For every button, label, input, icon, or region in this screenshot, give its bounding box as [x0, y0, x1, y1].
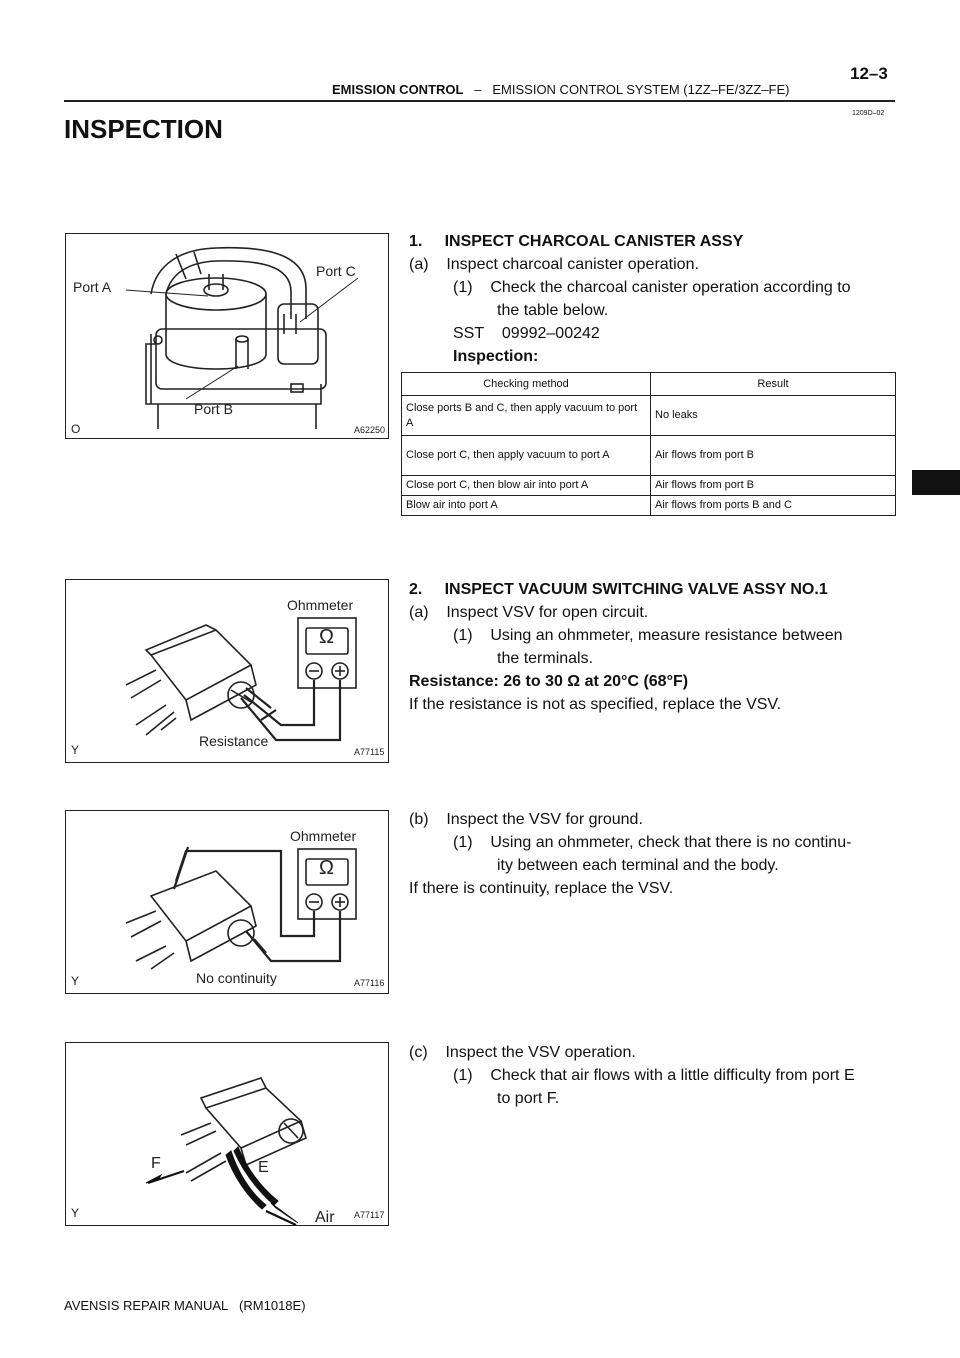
- step1-heading: 1. INSPECT CHARCOAL CANISTER ASSY: [409, 233, 744, 250]
- table-row: [402, 496, 896, 516]
- table-cell: Blow air into port A: [402, 496, 651, 516]
- step2-c: (c) Inspect the VSV operation.: [409, 1044, 636, 1061]
- step2-a1-line1: (1) Using an ohmmeter, measure resistance between: [453, 627, 843, 644]
- header-section: EMISSION CONTROL: [332, 82, 464, 97]
- figure-corner-mark: Y: [71, 743, 80, 757]
- ohm-symbol: Ω: [319, 857, 334, 879]
- figure-charcoal-canister: [65, 233, 389, 439]
- table-row: [402, 476, 896, 496]
- header-rule: [64, 100, 895, 102]
- step1-a1-line2: the table below.: [497, 302, 609, 319]
- footer-manual-name: AVENSIS REPAIR MANUAL (RM1018E): [64, 1298, 306, 1313]
- figure-id: A62250: [354, 425, 386, 435]
- figure-corner-mark: Y: [71, 974, 80, 988]
- table-cell: Close ports B and C, then apply vacuum to port A: [402, 396, 651, 436]
- header-separator: –: [474, 82, 482, 97]
- table-header-cell: Result: [651, 373, 896, 396]
- step2-b-note: If there is continuity, replace the VSV.: [409, 880, 674, 897]
- step2-heading: 2. INSPECT VACUUM SWITCHING VALVE ASSY NO.1: [409, 581, 828, 598]
- step2-resistance-spec: Resistance: 26 to 30 Ω at 20°C (68°F): [409, 673, 689, 690]
- figure-id: A77117: [354, 1210, 385, 1220]
- table-header-row: [402, 373, 896, 396]
- step2-c1-line1: (1) Check that air flows with a little difficulty from port E: [453, 1067, 855, 1084]
- header-subsection: EMISSION CONTROL SYSTEM (1ZZ–FE/3ZZ–FE): [492, 82, 790, 97]
- figure-id: A77116: [354, 978, 385, 988]
- table-row: [402, 396, 896, 436]
- figure-vsv-resistance: [65, 579, 389, 763]
- step1-a: (a) Inspect charcoal canister operation.: [409, 256, 699, 273]
- running-header: [332, 82, 789, 97]
- step1-a1-line1: (1) Check the charcoal canister operation according to: [453, 279, 851, 296]
- label-port-f: F: [151, 1155, 161, 1172]
- page-number: 12–3: [850, 64, 888, 83]
- table-cell: Close port C, then apply vacuum to port A: [402, 436, 651, 476]
- step2-a1-line2: the terminals.: [497, 650, 594, 667]
- label-ohmmeter: Ohmmeter: [290, 828, 357, 844]
- figure-corner-mark: O: [71, 422, 81, 436]
- label-port-a: Port A: [73, 279, 112, 295]
- step2-b: (b) Inspect the VSV for ground.: [409, 811, 643, 828]
- label-port-b: Port B: [194, 401, 233, 417]
- figure-vsv-ground: [65, 810, 389, 994]
- label-air: Air: [315, 1209, 335, 1226]
- section-thumb-tab: [912, 470, 960, 495]
- table-cell: Air flows from port B: [651, 436, 896, 476]
- table-header-cell: Checking method: [402, 373, 651, 396]
- table-row: [402, 436, 896, 476]
- document-code: 1209D–02: [852, 110, 885, 117]
- step2-a: (a) Inspect VSV for open circuit.: [409, 604, 649, 621]
- label-port-e: E: [258, 1159, 269, 1176]
- figure-vsv-airflow: [65, 1042, 389, 1226]
- figure-corner-mark: Y: [71, 1206, 80, 1220]
- canister-inspection-table: [401, 372, 896, 516]
- step1-sst: SST 09992–00242: [453, 325, 600, 342]
- step2-c1-line2: to port F.: [497, 1090, 560, 1107]
- step2-a-note: If the resistance is not as specified, replace the VSV.: [409, 696, 782, 713]
- step1-inspection-label: Inspection:: [453, 348, 539, 365]
- vsv-airflow-illustration: [66, 1043, 388, 1225]
- table-cell: No leaks: [651, 396, 896, 436]
- step2-b1-line2: ity between each terminal and the body.: [497, 857, 779, 874]
- figure-id: A77115: [354, 747, 385, 757]
- step2-b1-line1: (1) Using an ohmmeter, check that there is no continu-: [453, 834, 852, 851]
- page-title: INSPECTION: [64, 114, 223, 144]
- table-cell: Close port C, then blow air into port A: [402, 476, 651, 496]
- label-no-continuity: No continuity: [196, 970, 277, 986]
- ohm-symbol: Ω: [319, 626, 334, 648]
- table-cell: Air flows from ports B and C: [651, 496, 896, 516]
- label-resistance: Resistance: [199, 733, 269, 749]
- label-port-c: Port C: [316, 263, 356, 279]
- label-ohmmeter: Ohmmeter: [287, 597, 354, 613]
- table-cell: Air flows from port B: [651, 476, 896, 496]
